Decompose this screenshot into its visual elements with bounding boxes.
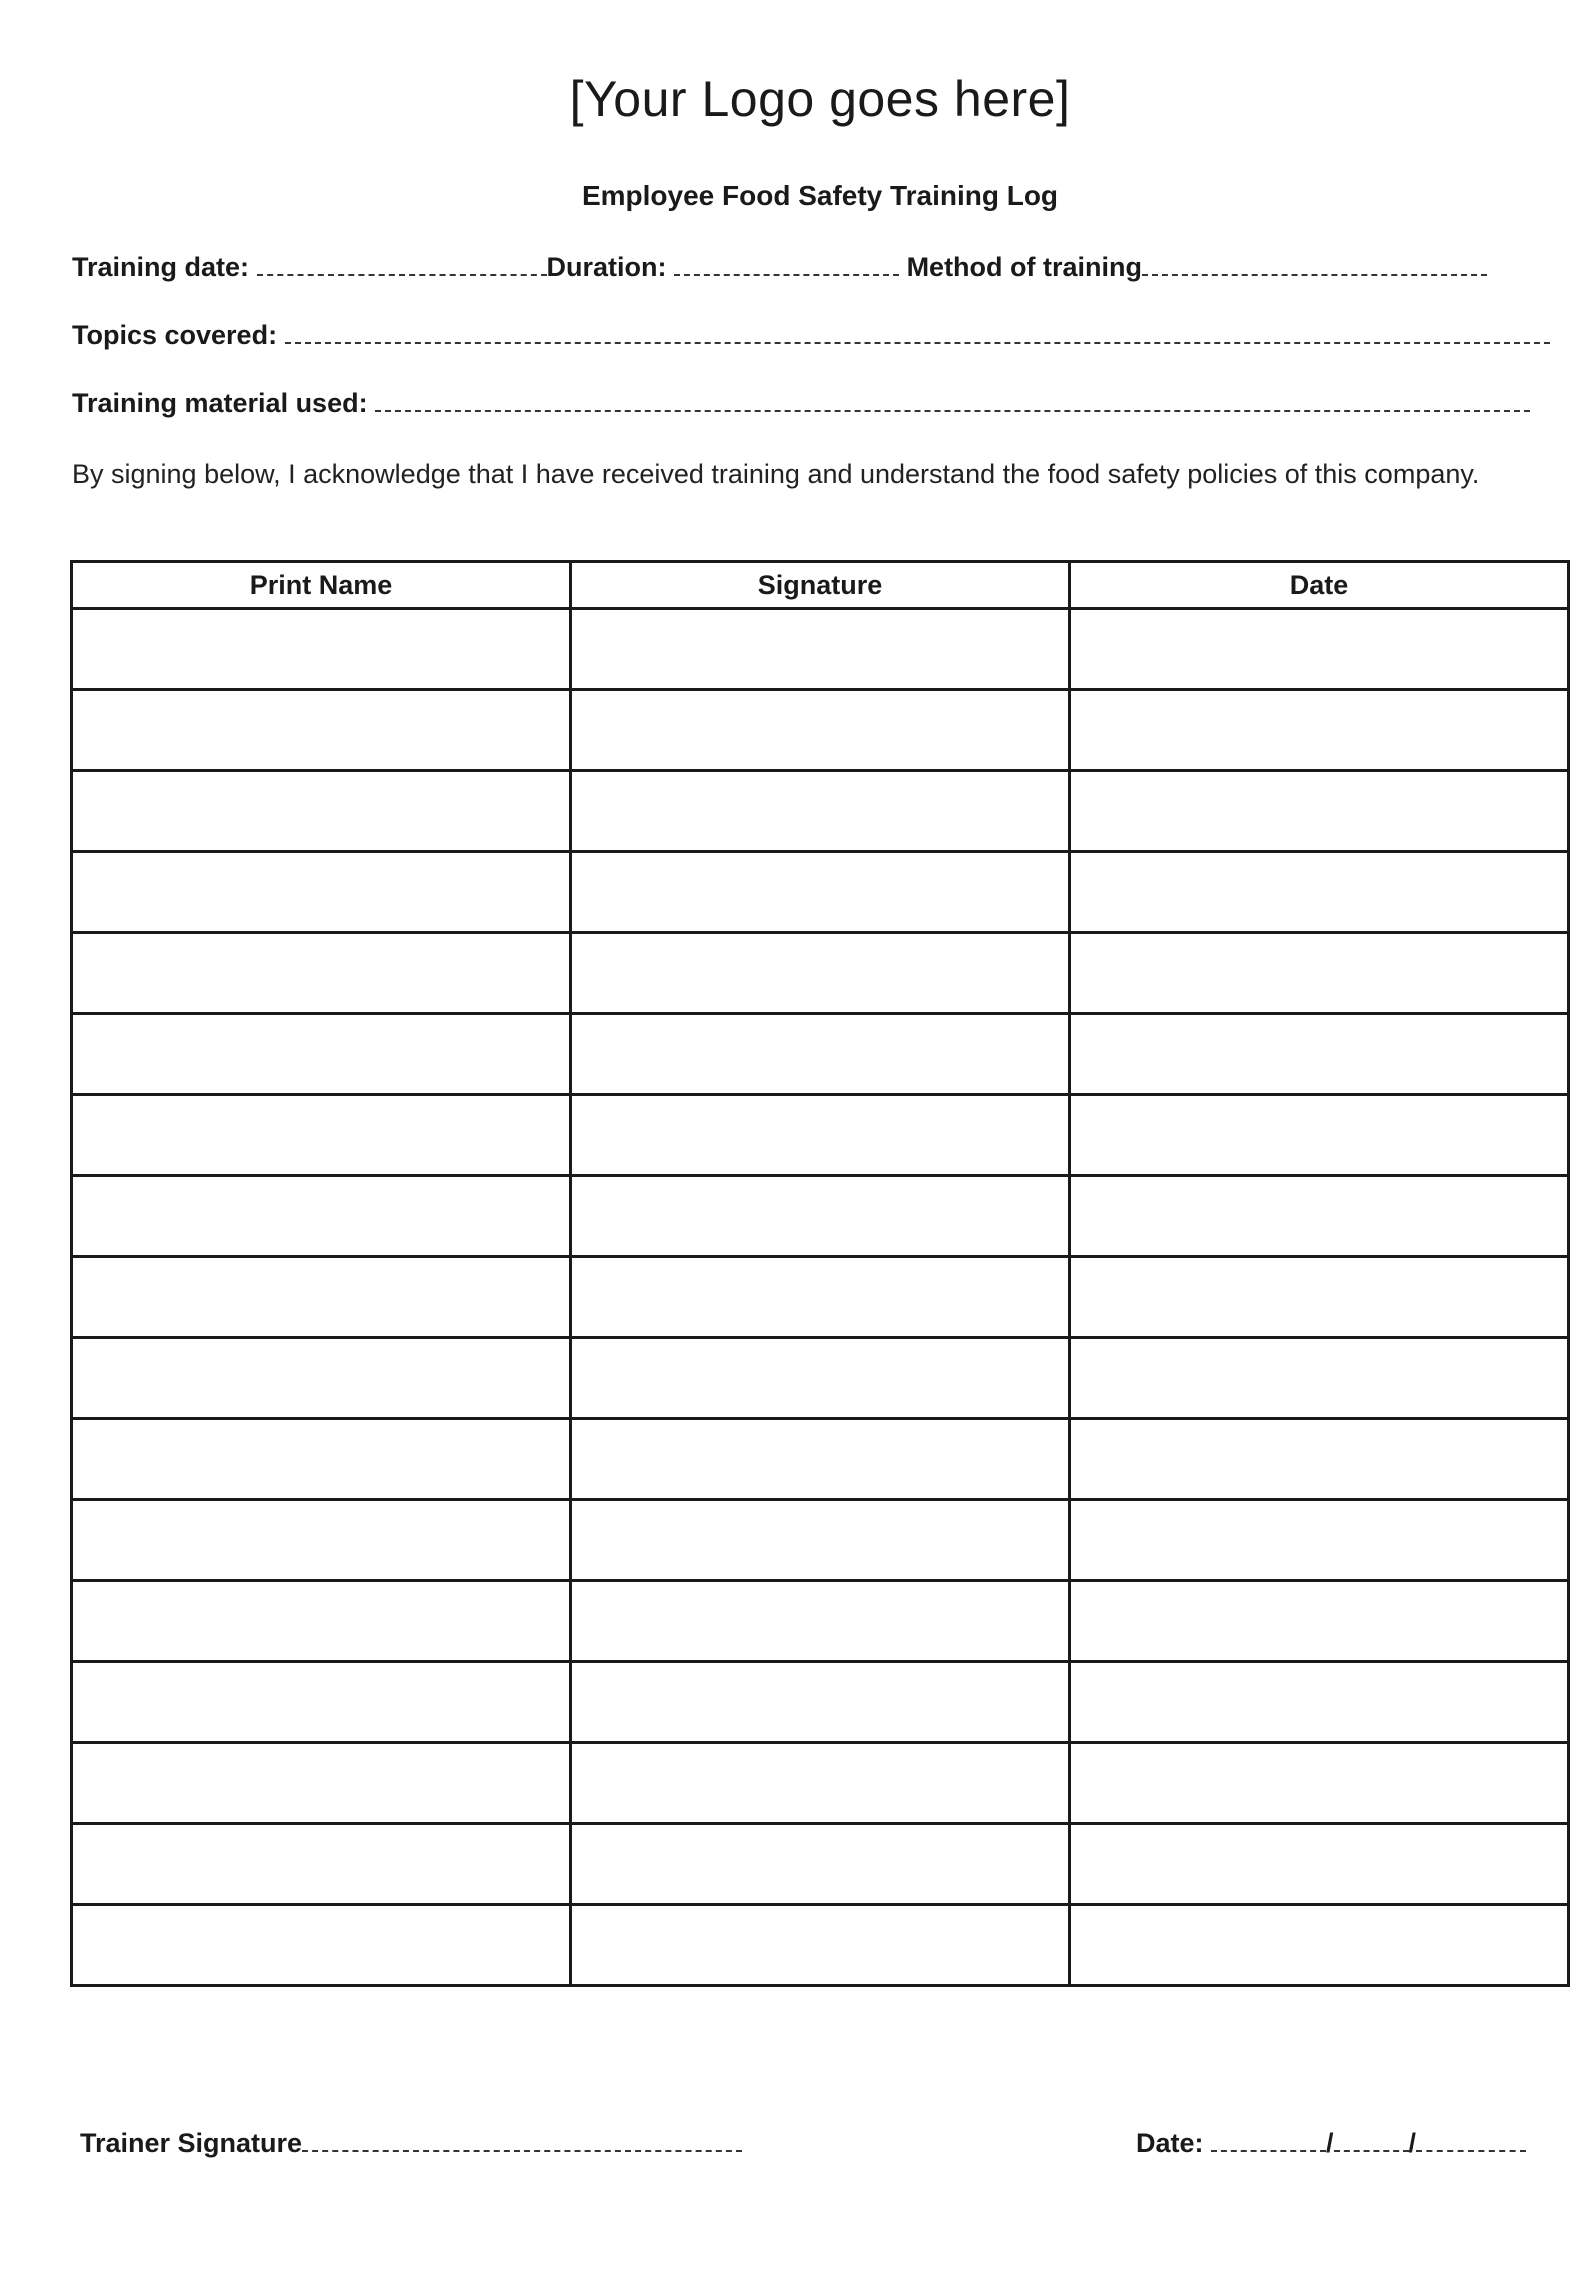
print-name-cell[interactable] (72, 1014, 571, 1095)
page-title: Employee Food Safety Training Log (581, 180, 1059, 211)
date-cell[interactable] (1070, 690, 1569, 771)
footer-date-label: Date: (1136, 2128, 1204, 2158)
print-name-cell[interactable] (72, 1581, 571, 1662)
signature-cell[interactable] (571, 1662, 1070, 1743)
print-name-cell[interactable] (72, 609, 571, 690)
signature-cell[interactable] (571, 852, 1070, 933)
table-row (72, 1338, 1569, 1419)
method-field[interactable] (1142, 254, 1487, 276)
column-header-date: Date (1070, 562, 1569, 609)
material-label: Training material used: (72, 388, 368, 418)
table-row (72, 771, 1569, 852)
date-cell[interactable] (1070, 1500, 1569, 1581)
print-name-cell[interactable] (72, 1338, 571, 1419)
table-row (72, 1743, 1569, 1824)
acknowledgement-text: By signing below, I acknowledge that I have received training and understand the food safety policies of this company. (72, 459, 1480, 489)
method-label: Method of training (906, 252, 1143, 282)
date-month-field[interactable] (1211, 2130, 1326, 2152)
print-name-cell[interactable] (72, 1824, 571, 1905)
date-cell[interactable] (1070, 1014, 1569, 1095)
signature-cell[interactable] (571, 1743, 1070, 1824)
table-row (72, 1014, 1569, 1095)
table-row (72, 609, 1569, 690)
date-separator: / (1408, 2128, 1417, 2158)
table-row (72, 1824, 1569, 1905)
print-name-cell[interactable] (72, 1500, 571, 1581)
table-row (72, 690, 1569, 771)
date-cell[interactable] (1070, 1176, 1569, 1257)
trainer-signature-field[interactable] (302, 2130, 742, 2152)
date-cell[interactable] (1070, 1824, 1569, 1905)
table-row (72, 1905, 1569, 1986)
signature-cell[interactable] (571, 933, 1070, 1014)
training-date-field[interactable] (257, 254, 547, 276)
table-row (72, 1095, 1569, 1176)
duration-label: Duration: (546, 252, 667, 282)
date-cell[interactable] (1070, 1743, 1569, 1824)
date-cell[interactable] (1070, 1257, 1569, 1338)
date-cell[interactable] (1070, 1095, 1569, 1176)
table-row (72, 1662, 1569, 1743)
table-header-row (72, 562, 1569, 609)
signature-cell[interactable] (571, 771, 1070, 852)
date-cell[interactable] (1070, 1905, 1569, 1986)
table-row (72, 852, 1569, 933)
topics-label: Topics covered: (72, 320, 278, 350)
signature-cell[interactable] (571, 1824, 1070, 1905)
table-row (72, 1419, 1569, 1500)
date-cell[interactable] (1070, 1662, 1569, 1743)
signature-cell[interactable] (571, 1095, 1070, 1176)
print-name-cell[interactable] (72, 1257, 571, 1338)
signature-cell[interactable] (571, 1338, 1070, 1419)
signature-cell[interactable] (571, 1419, 1070, 1500)
material-field[interactable] (375, 390, 1530, 412)
trainer-signature-label: Trainer Signature (80, 2128, 303, 2158)
table-row (72, 1581, 1569, 1662)
print-name-cell[interactable] (72, 1905, 571, 1986)
signature-cell[interactable] (571, 1014, 1070, 1095)
date-cell[interactable] (1070, 1581, 1569, 1662)
signature-cell[interactable] (571, 690, 1070, 771)
date-separator: / (1326, 2128, 1334, 2158)
material-row (72, 388, 1530, 419)
date-cell[interactable] (1070, 609, 1569, 690)
print-name-cell[interactable] (72, 690, 571, 771)
footer-date-row (1136, 2128, 1526, 2159)
column-header-signature: Signature (571, 562, 1070, 609)
date-cell[interactable] (1070, 1419, 1569, 1500)
date-year-field[interactable] (1416, 2130, 1526, 2152)
signature-cell[interactable] (571, 1176, 1070, 1257)
duration-field[interactable] (674, 254, 899, 276)
table-row (72, 1500, 1569, 1581)
training-info-row (72, 252, 1487, 283)
table-row (72, 1176, 1569, 1257)
print-name-cell[interactable] (72, 1095, 571, 1176)
table-row (72, 1257, 1569, 1338)
training-log-table (70, 560, 1570, 1987)
signature-cell[interactable] (571, 1905, 1070, 1986)
topics-row (72, 320, 1550, 351)
date-cell[interactable] (1070, 933, 1569, 1014)
signature-cell[interactable] (571, 1581, 1070, 1662)
date-cell[interactable] (1070, 1338, 1569, 1419)
signature-cell[interactable] (571, 609, 1070, 690)
date-cell[interactable] (1070, 852, 1569, 933)
training-date-label: Training date: (72, 252, 250, 282)
date-cell[interactable] (1070, 771, 1569, 852)
print-name-cell[interactable] (72, 933, 571, 1014)
print-name-cell[interactable] (72, 771, 571, 852)
column-header-print-name: Print Name (72, 562, 571, 609)
signature-cell[interactable] (571, 1257, 1070, 1338)
print-name-cell[interactable] (72, 1419, 571, 1500)
print-name-cell[interactable] (72, 1743, 571, 1824)
print-name-cell[interactable] (72, 1176, 571, 1257)
topics-field[interactable] (285, 322, 1550, 344)
print-name-cell[interactable] (72, 852, 571, 933)
date-day-field[interactable] (1334, 2130, 1409, 2152)
signature-cell[interactable] (571, 1500, 1070, 1581)
table-row (72, 933, 1569, 1014)
print-name-cell[interactable] (72, 1662, 571, 1743)
table-body (72, 609, 1569, 1986)
trainer-signature-row (80, 2128, 742, 2159)
logo-placeholder: [Your Logo goes here] (569, 71, 1071, 127)
